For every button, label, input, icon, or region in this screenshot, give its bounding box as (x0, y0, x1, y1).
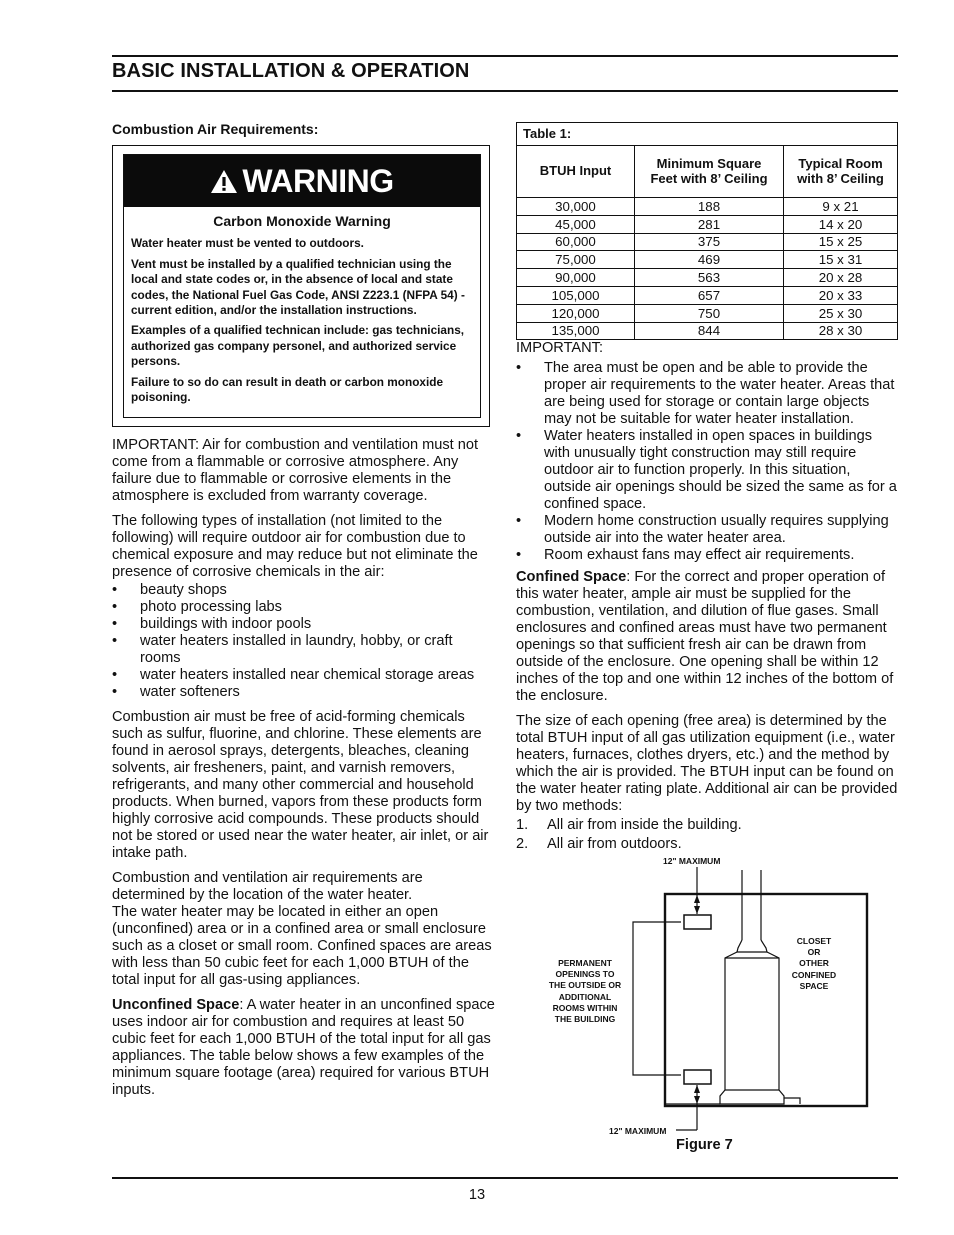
top-dimension-label: 12" MAXIMUM (663, 856, 721, 866)
table-cell: 28 x 30 (784, 322, 898, 339)
combustion-air-heading: Combustion Air Requirements: (112, 121, 319, 137)
list-item: • water heaters installed in laundry, hobby, or craft rooms (112, 633, 496, 667)
figure-caption: Figure 7 (676, 1137, 733, 1153)
list-item: • Room exhaust fans may effect air requirements. (516, 547, 900, 564)
btuh-table (516, 122, 898, 340)
closet-label: CLOSET OR OTHER CONFINED SPACE (791, 936, 837, 991)
location-paragraph: Combustion and ventilation air requirements are determined by the location of the water heater. (112, 870, 423, 903)
confined-space-paragraph (516, 569, 900, 705)
table-header-row (517, 146, 897, 198)
unconfined-space-paragraph (112, 997, 496, 1099)
warning-box (112, 145, 490, 427)
table-cell: 188 (635, 198, 784, 216)
list-item: • Modern home construction usually requires supplying outside air into the water heater area. (516, 513, 900, 547)
table-cell: 14 x 20 (784, 215, 898, 233)
table-cell: 281 (635, 215, 784, 233)
table-cell: 20 x 28 (784, 269, 898, 287)
table-cell: 75,000 (517, 251, 635, 269)
table-row (517, 286, 897, 304)
list-item: 2. All air from outdoors. (516, 836, 682, 852)
table-row (517, 251, 897, 269)
table-cell: 844 (635, 322, 784, 339)
table-cell: 45,000 (517, 215, 635, 233)
confined-space-text: : For the correct and proper operation of this water heater, ample air must be supplied for the combustion, ventilation, and dilution of flue gases. Small enclosures and confined areas must have two permanent openings so that sufficient fresh air can be drawn from outside of the enclosure. One opening shall be within 12 inches of the top and one within 12 inches of the bottom of the enclosure. (516, 569, 894, 704)
warning-paragraph: Examples of a qualified technican include: gas technicians, authorized gas company personel, and authorized service persons. (131, 323, 465, 369)
table-row (517, 322, 897, 339)
table-row (517, 304, 897, 322)
table-cell: 120,000 (517, 304, 635, 322)
table-row (517, 233, 897, 251)
warning-banner-text: WARNING (242, 162, 394, 199)
confined-space-label: Confined Space (516, 569, 627, 585)
table-cell: 60,000 (517, 233, 635, 251)
table-caption: Table 1: (517, 123, 897, 146)
bottom-dimension-label: 12" MAXIMUM (609, 1126, 667, 1136)
bottom-opening (684, 1070, 711, 1084)
footer-rule (112, 1177, 898, 1179)
unconfined-space-label: Unconfined Space (112, 997, 240, 1013)
warning-title: Carbon Monoxide Warning (213, 213, 391, 229)
openings-label: PERMANENT OPENINGS TO THE OUTSIDE OR ADDITIONAL ROOMS WITHIN THE BUILDING (548, 958, 622, 1025)
table-header-cell: Typical Room with 8’ Ceiling (784, 146, 898, 198)
page-header-title: BASIC INSTALLATION & OPERATION (112, 60, 470, 82)
table-header-cell: Minimum Square Feet with 8’ Ceiling (635, 146, 784, 198)
openings-leader-line (633, 922, 681, 1075)
table-cell: 30,000 (517, 198, 635, 216)
table-cell: 750 (635, 304, 784, 322)
draft-hood (737, 940, 767, 952)
list-item: • water softeners (112, 684, 496, 701)
methods-list (516, 817, 900, 853)
table-cell: 469 (635, 251, 784, 269)
header-bottom-rule (112, 90, 898, 92)
dimension-arrows (694, 895, 700, 1104)
list-item: • The area must be open and be able to provide the proper air requirements to the water heater. Areas that are being used for storage or contain large objects may not be suitable for water heater installation. (516, 360, 900, 428)
table-row (517, 198, 897, 216)
table-cell: 563 (635, 269, 784, 287)
table-row (517, 215, 897, 233)
table-cell: 15 x 25 (784, 233, 898, 251)
water-heater (725, 952, 779, 1090)
list-item: • water heaters installed near chemical storage areas (112, 667, 496, 684)
warning-banner (124, 155, 480, 207)
important-paragraph: IMPORTANT: Air for combustion and ventilation must not come from a flammable or corrosive atmosphere. Any failure due to flammable or corrosive elements in the atmosphere is excluded from warranty coverage. (112, 437, 479, 504)
warning-paragraph: Failure to so do can result in death or carbon monoxide poisoning. (131, 374, 444, 405)
list-item: • photo processing labs (112, 599, 496, 616)
right-column-body (516, 340, 900, 853)
warning-paragraph: Water heater must be vented to outdoors. (131, 236, 364, 251)
top-opening (684, 915, 711, 929)
table-cell: 135,000 (517, 322, 635, 339)
table-row (517, 269, 897, 287)
table-header-cell: BTUH Input (517, 146, 635, 198)
unconfined-space-text: : A water heater in an unconfined space uses indoor air for combustion and requires at least 50 cubic feet for each 1,000 BTUH of the total input for all gas appliances. The table below shows a few examples of the minimum square footage (area) required for various BTUH inputs. (112, 997, 495, 1098)
left-column-body (112, 437, 496, 1099)
list-item: 1. All air from inside the building. (516, 817, 742, 833)
header-top-rule (112, 55, 898, 57)
table-cell: 25 x 30 (784, 304, 898, 322)
closet-enclosure (665, 894, 867, 1106)
page-number: 13 (468, 1187, 486, 1203)
location-paragraph-2: The water heater may be located in either an open (unconfined) area or in a confined area or small enclosure such as a closet or small room. Confined spaces are areas with less than 50 cubic feet for each 1,000 BTUH of the total input for all gas-using appliances. (112, 904, 492, 988)
important-list (516, 360, 900, 564)
table-cell: 90,000 (517, 269, 635, 287)
warning-triangle-icon (210, 169, 238, 194)
table-cell: 657 (635, 286, 784, 304)
vent-pipe (742, 870, 761, 940)
acid-chemicals-paragraph: Combustion air must be free of acid-forming chemicals such as sulfur, fluorine, and chlorine. These elements are found in aerosol sprays, detergents, bleaches, cleaning solvents, air fresheners, paint, and varnish removers, refrigerants, and many other commercial and household products. When burned, vapors from these products form highly corrosive acid compounds. These products should not be stored or used near the water heater, air inlet, or air intake path. (112, 709, 489, 861)
list-item: • buildings with indoor pools (112, 616, 496, 633)
table-cell: 9 x 21 (822, 198, 859, 214)
table-cell: 15 x 31 (784, 251, 898, 269)
installation-types-list (112, 582, 496, 701)
important-label: IMPORTANT: (516, 340, 604, 356)
following-paragraph: The following types of installation (not limited to the following) will require outdoor air for combustion due to chemical exposure and may reduce but not eliminate the presence of corrosive chemicals in the air: (112, 513, 478, 580)
opening-size-paragraph: The size of each opening (free area) is determined by the total BTUH input of all gas utilization equipment (i.e., water heaters, furnaces, clothes dryers, etc.) and the method by which the air is provided. The BTUH input can be found on the water heater rating plate. Additional air can be provided by two methods: (516, 713, 898, 814)
list-item: • Water heaters installed in open spaces in buildings with unusually tight construction may still require outdoor air to function properly. In this situation, outside air openings should be sized the same as for a confined space. (516, 428, 900, 513)
warning-paragraph: Vent must be installed by a qualified technician using the local and state codes or, in the absence of local and state codes, the National Fuel Gas Code, ANSI Z223.1 (NFPA 54) - current edition, and/or the installation instructions. (131, 256, 465, 318)
list-item: • beauty shops (112, 582, 496, 599)
table-cell: 20 x 33 (784, 286, 898, 304)
table-cell: 375 (635, 233, 784, 251)
table-cell: 105,000 (517, 286, 635, 304)
